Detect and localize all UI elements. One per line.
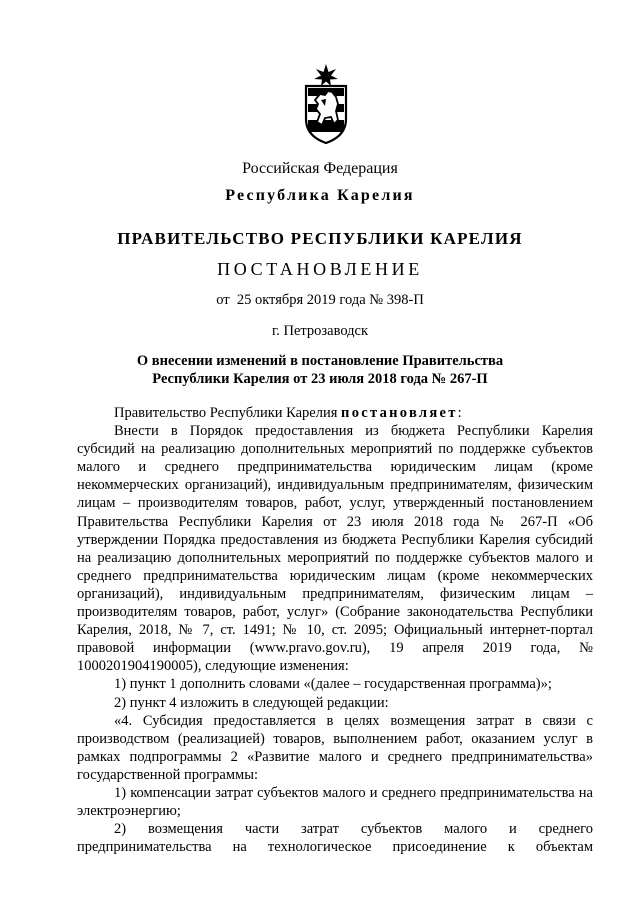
- document-body: [77, 404, 593, 856]
- paragraph: 1) пункт 1 дополнить словами «(далее – государственная программа)»;: [114, 676, 552, 693]
- paragraph: «4. Субсидия предоставляется в целях возмещения затрат в связи с производством (реализацией) товаров, выполнением работ, оказанием услуг в рамках подпрограммы 2 «Развитие малого и среднего предпринимательства» государственной программы:: [77, 712, 593, 783]
- coat-of-arms-emblem: [303, 64, 349, 144]
- document-type: ПОСТАНОВЛЕНИЕ: [217, 259, 423, 279]
- date-number: от 25 октября 2019 года № 398-П: [216, 292, 424, 308]
- document-title: [0, 352, 640, 388]
- paragraph: 2) возмещения части затрат субъектов малого и среднего предпринимательства на технологическое присоединение к объектам: [77, 821, 593, 856]
- intro-paragraph: [77, 404, 593, 422]
- intro-colon: :: [457, 405, 462, 421]
- paragraph: 1) компенсации затрат субъектов малого и среднего предпринимательства на электроэнергию;: [77, 784, 593, 820]
- title-line-1: О внесении изменений в постановление Правительства: [136, 353, 504, 369]
- republic-name: Республика Карелия: [225, 187, 415, 204]
- title-line-2: Республики Карелия от 23 июля 2018 года № 267-П: [152, 371, 488, 387]
- intro-text: Правительство Республики Карелия: [114, 405, 342, 421]
- government-name: ПРАВИТЕЛЬСТВО РЕСПУБЛИКИ КАРЕЛИЯ: [117, 229, 523, 248]
- paragraph: Внести в Порядок предоставления из бюджета Республики Карелия субсидий на реализацию дополнительных мероприятий по поддержке субъектов малого и среднего предпринимательства юридическим лицам (кроме некоммерческих организаций), индивидуальным предпринимателям, физическим лицам – производителям товаров, работ, услуг, утвержденный постановлением Правительства Республики Карелия от 23 июля 2018 года № 267-П «Об утверждении Порядка предоставления из бюджета Республики Карелия субсидий на реализацию дополнительных мероприятий по поддержке субъектов малого и среднего предпринимательства юридическим лицам (кроме некоммерческих организаций), индивидуальным предпринимателям, физическим лицам – производителям товаров, работ, услуг» (Собрание законодательства Республики Карелия, 2018, № 7, ст. 1491; № 10, ст. 2095; Официальный интернет-портал правовой информации (www.pravo.gov.ru), 19 апреля 2019 года, № 1000201904190005), следующие изменения:: [77, 423, 593, 675]
- country-name: Российская Федерация: [242, 160, 398, 177]
- city: г. Петрозаводск: [271, 323, 369, 339]
- decree-word: постановляет: [341, 405, 458, 421]
- paragraph: 2) пункт 4 изложить в следующей редакции:: [114, 694, 389, 711]
